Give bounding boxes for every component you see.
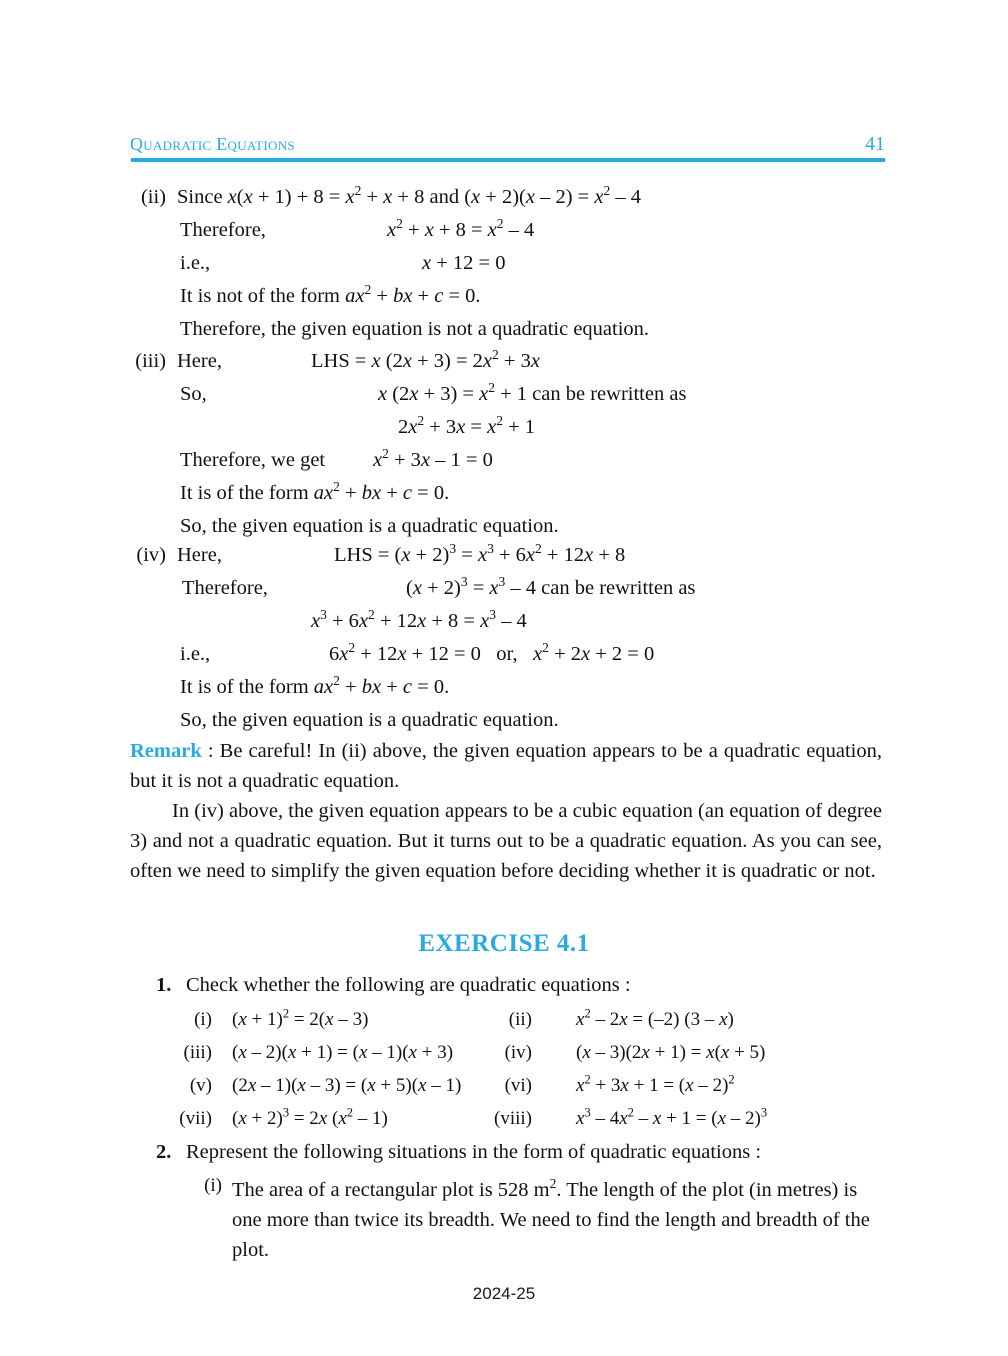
solution-iii-label-4: Therefore, we get [180, 449, 326, 471]
running-head [130, 133, 885, 156]
remark-paragraph-1 [130, 736, 882, 796]
solution-iii-eq-1: LHS = x $(2x + 3) = 2x^2 + 3x$ [311, 347, 540, 372]
page-footer: 2024-25 [472, 1284, 536, 1303]
q1-item-viii-numeral: (viii) [494, 1108, 532, 1129]
remark-paragraph-2: In (iv) above, the given equation appears to be a cubic equation (an equation of degree 3) and not a quadratic equation. But it turns out to be a quadratic equation. As you can see, often we need to simplify the given equation before deciding whether it is quadratic or not. [130, 800, 882, 882]
solution-ii-line-5: Therefore, the given equation is not a quadratic equation. [180, 318, 650, 340]
remark-colon: : [201, 740, 220, 762]
solution-iv-eq-1: LHS = $(x + 2)^3 = x^3 + 6x^2 + 12x + 8$ [334, 541, 626, 566]
solution-marker-iii: (iii) [135, 350, 166, 372]
solution-iv-eq-4: $6x^2 + 12x + 12 = 0$ or, $x^2 + 2x + 2 = 0$ [329, 640, 655, 665]
question-2-prompt: Represent the following situations in the form of quadratic equations : [186, 1141, 762, 1163]
q1-item-v-equation: (2x – 1)(x – 3) = (x + 5)(x – 1) [232, 1075, 462, 1096]
solution-iii-eq-3: $2x^2 + 3x = x^2 + 1$ [398, 413, 536, 438]
q1-item-iii-equation: (x – 2)(x + 1) = (x – 1)(x + 3) [232, 1042, 454, 1063]
solution-iv-eq-2: $(x + 2)^3 = x^3 - 4$ can be rewritten as [406, 574, 696, 599]
solution-iv-line-5: It is of the form $ax^2$ + bx + c = 0. [180, 673, 450, 698]
solution-ii-line-1: Since $x(x + 1) + 8 = x^2 + x + 8$ and $(x + 2)(x - 2) = x^2 - 4$ [177, 183, 641, 208]
q1-item-i-numeral: (i) [194, 1009, 212, 1030]
solution-ii-line-4: It is not of the form $ax^2$ + bx + c = 0. [180, 282, 481, 307]
question-2-number: 2. [156, 1141, 172, 1163]
question-1-number: 1. [156, 974, 172, 996]
solution-marker-ii: (ii) [140, 186, 166, 208]
solution-iii-eq-2: x $(2x + 3) = x^2 + 1$ can be rewritten as [378, 380, 687, 405]
q1-item-i-equation: $(x + 1)^2 = 2(x - 3)$ [232, 1006, 369, 1030]
exercise-heading: EXERCISE 4.1 [418, 930, 590, 957]
solution-iii-line-6: So, the given equation is a quadratic equation. [180, 515, 559, 537]
solution-ii-eq-3: x + 12 = 0 [422, 252, 506, 274]
solution-iii-eq-4: $x^2 + 3x - 1 = 0$ [373, 446, 493, 471]
q1-item-vii-equation: $(x + 2)^3 = 2x$ $(x^2 - 1)$ [232, 1105, 388, 1129]
question-1-prompt: Check whether the following are quadratic equations : [186, 974, 631, 996]
q1-item-v-numeral: (v) [189, 1075, 212, 1096]
page-number: 41 [865, 133, 885, 155]
q1-item-vii-numeral: (vii) [179, 1108, 212, 1129]
q1-item-vi-numeral: (vi) [504, 1075, 532, 1096]
q1-item-ii-equation: $x^2 - 2x = (-2)$ (3 – x) [576, 1006, 734, 1030]
q1-item-vi-equation: $x^2 + 3x + 1 = (x - 2)^2$ [576, 1072, 735, 1096]
chapter-title: Quadratic Equations [130, 134, 295, 154]
solution-ii-label-3: i.e., [180, 252, 211, 274]
remark-keyword: Remark [130, 740, 202, 762]
solution-iv-label-4: i.e., [180, 643, 211, 665]
q1-item-viii-equation: $x^3 - 4x^2 - x + 1 = (x - 2)^3$ [576, 1105, 768, 1129]
header-rule [131, 158, 885, 162]
solution-iii-label-2: So, [180, 383, 207, 405]
q1-item-iv-numeral: (iv) [504, 1042, 532, 1063]
solution-ii-eq-2: $x^2 + x + 8 = x^2 - 4$ [387, 216, 535, 241]
q1-item-ii-numeral: (ii) [508, 1009, 532, 1030]
solution-iv-label-1: Here, [177, 544, 222, 566]
solution-iv-label-2: Therefore, [182, 577, 268, 599]
q1-item-iii-numeral: (iii) [183, 1042, 212, 1063]
solution-iii-line-5: It is of the form $ax^2$ + bx + c = 0. [180, 479, 450, 504]
remark-text-1: Be careful! In (ii) above, the given equation appears to be a quadratic equation, but it is not a quadratic equation. [130, 740, 883, 792]
q2-item-i-numeral: (i) [204, 1175, 222, 1196]
solution-iv-line-6: So, the given equation is a quadratic equation. [180, 709, 559, 731]
solution-iii-label-1: Here, [177, 350, 222, 372]
q2-item-i-text: The area of a rectangular plot is 528 $m^2$. The length of the plot (in metres) is one more than twice its breadth. We need to find the length and breadth of the plot. [232, 1176, 870, 1261]
solution-iv-eq-3: $x^3 + 6x^2 + 12x + 8 = x^3 - 4$ [311, 607, 527, 632]
solution-ii-label-2: Therefore, [180, 219, 266, 241]
solution-marker-iv: (iv) [136, 544, 166, 566]
q1-item-iv-equation: (x – 3)(2x + 1) = x(x + 5) [576, 1042, 766, 1063]
